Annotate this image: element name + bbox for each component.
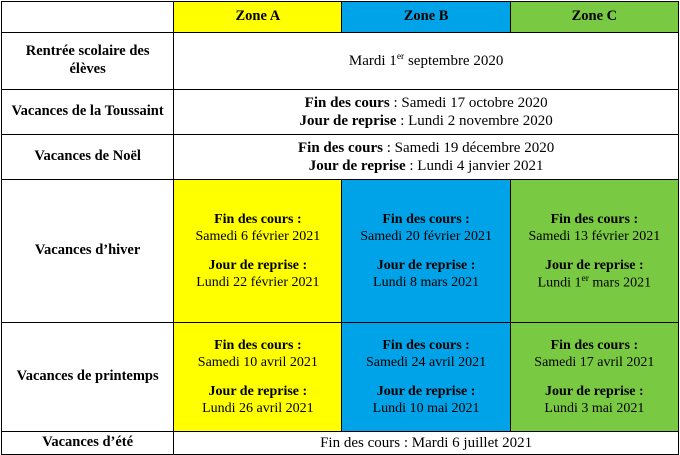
hiver-b-reprise-label: Jour de reprise :: [376, 258, 476, 273]
hiver-a-fin-date: Samedi 6 février 2021: [195, 228, 321, 244]
table-row: [2, 432, 679, 455]
row-label-ete: Vacances d’été: [2, 432, 174, 455]
printemps-zone-c: [510, 323, 678, 432]
row-value-ete: Fin des cours : Mardi 6 juillet 2021: [174, 432, 679, 455]
row-value-rentree: [174, 33, 679, 90]
zone-header-b: Zone B: [342, 2, 510, 33]
row-label-hiver: Vacances d’hiver: [2, 180, 174, 323]
table-header-row: [2, 2, 679, 33]
printemps-c-fin-date: Samedi 17 avril 2021: [534, 354, 655, 370]
hiver-a-reprise-date: Lundi 22 février 2021: [196, 275, 320, 291]
school-holidays-table: [1, 1, 679, 455]
hiver-c-reprise-suffix: mars 2021: [588, 275, 652, 291]
hiver-c-reprise-sup: er: [581, 273, 589, 284]
noel-fin-line: [178, 139, 674, 157]
header-corner-empty: [2, 2, 174, 33]
row-label-rentree: Rentrée scolaire des élèves: [2, 33, 174, 90]
hiver-c-reprise-date: [515, 274, 674, 292]
hiver-b-fin-label: Fin des cours :: [382, 211, 470, 227]
spacer: [346, 245, 505, 257]
rentree-date-prefix: Mardi 1: [348, 52, 397, 69]
table-row: [2, 323, 679, 432]
printemps-c-reprise-label: Jour de reprise :: [545, 384, 644, 399]
spacer: [178, 245, 337, 257]
hiver-b-reprise-date: Lundi 8 mars 2021: [373, 275, 480, 291]
hiver-c-reprise-label: Jour de reprise :: [545, 257, 644, 273]
hiver-c-reprise-prefix: Lundi 1: [537, 275, 582, 291]
table-row: [2, 135, 679, 180]
toussaint-fin-date: : Samedi 17 octobre 2020: [389, 94, 548, 111]
printemps-b-reprise-label: Jour de reprise :: [376, 384, 476, 399]
hiver-c-fin-date: Samedi 13 février 2021: [528, 228, 661, 244]
printemps-a-fin-label: Fin des cours :: [214, 337, 302, 353]
rentree-date-sup: er: [396, 51, 405, 62]
printemps-a-fin-date: Samedi 10 avril 2021: [197, 354, 318, 370]
hiver-zone-c: [510, 180, 678, 323]
spacer: [515, 245, 674, 257]
row-label-noel: Vacances de Noël: [2, 135, 174, 180]
row-value-toussaint: [174, 90, 679, 135]
spacer: [346, 371, 505, 383]
printemps-a-reprise-date: Lundi 26 avril 2021: [202, 401, 314, 417]
toussaint-reprise-line: [178, 112, 674, 130]
toussaint-reprise-label: Jour de reprise: [299, 113, 397, 129]
printemps-zone-b: [342, 323, 510, 432]
row-label-toussaint: Vacances de la Toussaint: [2, 90, 174, 135]
noel-fin-label: Fin des cours: [298, 139, 384, 156]
zone-header-a: Zone A: [174, 2, 342, 33]
toussaint-fin-label: Fin des cours: [304, 94, 390, 111]
noel-reprise-label: Jour de reprise: [308, 158, 406, 174]
printemps-c-reprise-date: Lundi 3 mai 2021: [544, 401, 645, 417]
row-label-printemps: Vacances de printemps: [2, 323, 174, 432]
hiver-a-reprise-label: Jour de reprise :: [208, 258, 308, 273]
printemps-b-fin-date: Samedi 24 avril 2021: [366, 354, 487, 370]
table-row: [2, 90, 679, 135]
printemps-c-fin-label: Fin des cours :: [550, 337, 639, 353]
zone-header-c: Zone C: [510, 2, 678, 33]
spacer: [178, 371, 337, 383]
hiver-a-fin-label: Fin des cours :: [214, 211, 302, 227]
printemps-a-reprise-label: Jour de reprise :: [208, 384, 308, 399]
printemps-b-reprise-date: Lundi 10 mai 2021: [372, 401, 480, 417]
toussaint-fin-line: [178, 94, 674, 112]
hiver-zone-b: [342, 180, 510, 323]
hiver-b-fin-date: Samedi 20 février 2021: [360, 228, 492, 244]
printemps-zone-a: [174, 323, 342, 432]
table-row: [2, 33, 679, 90]
printemps-b-fin-label: Fin des cours :: [382, 337, 470, 353]
noel-reprise-line: [178, 157, 674, 175]
hiver-c-fin-label: Fin des cours :: [550, 211, 639, 227]
row-value-noel: [174, 135, 679, 180]
noel-fin-date: : Samedi 19 décembre 2020: [383, 139, 555, 156]
noel-reprise-date: : Lundi 4 janvier 2021: [405, 158, 544, 174]
table-row: [2, 180, 679, 323]
spacer: [515, 371, 674, 383]
toussaint-reprise-date: : Lundi 2 novembre 2020: [396, 113, 553, 129]
rentree-date-suffix: septembre 2020: [404, 52, 504, 69]
hiver-zone-a: [174, 180, 342, 323]
